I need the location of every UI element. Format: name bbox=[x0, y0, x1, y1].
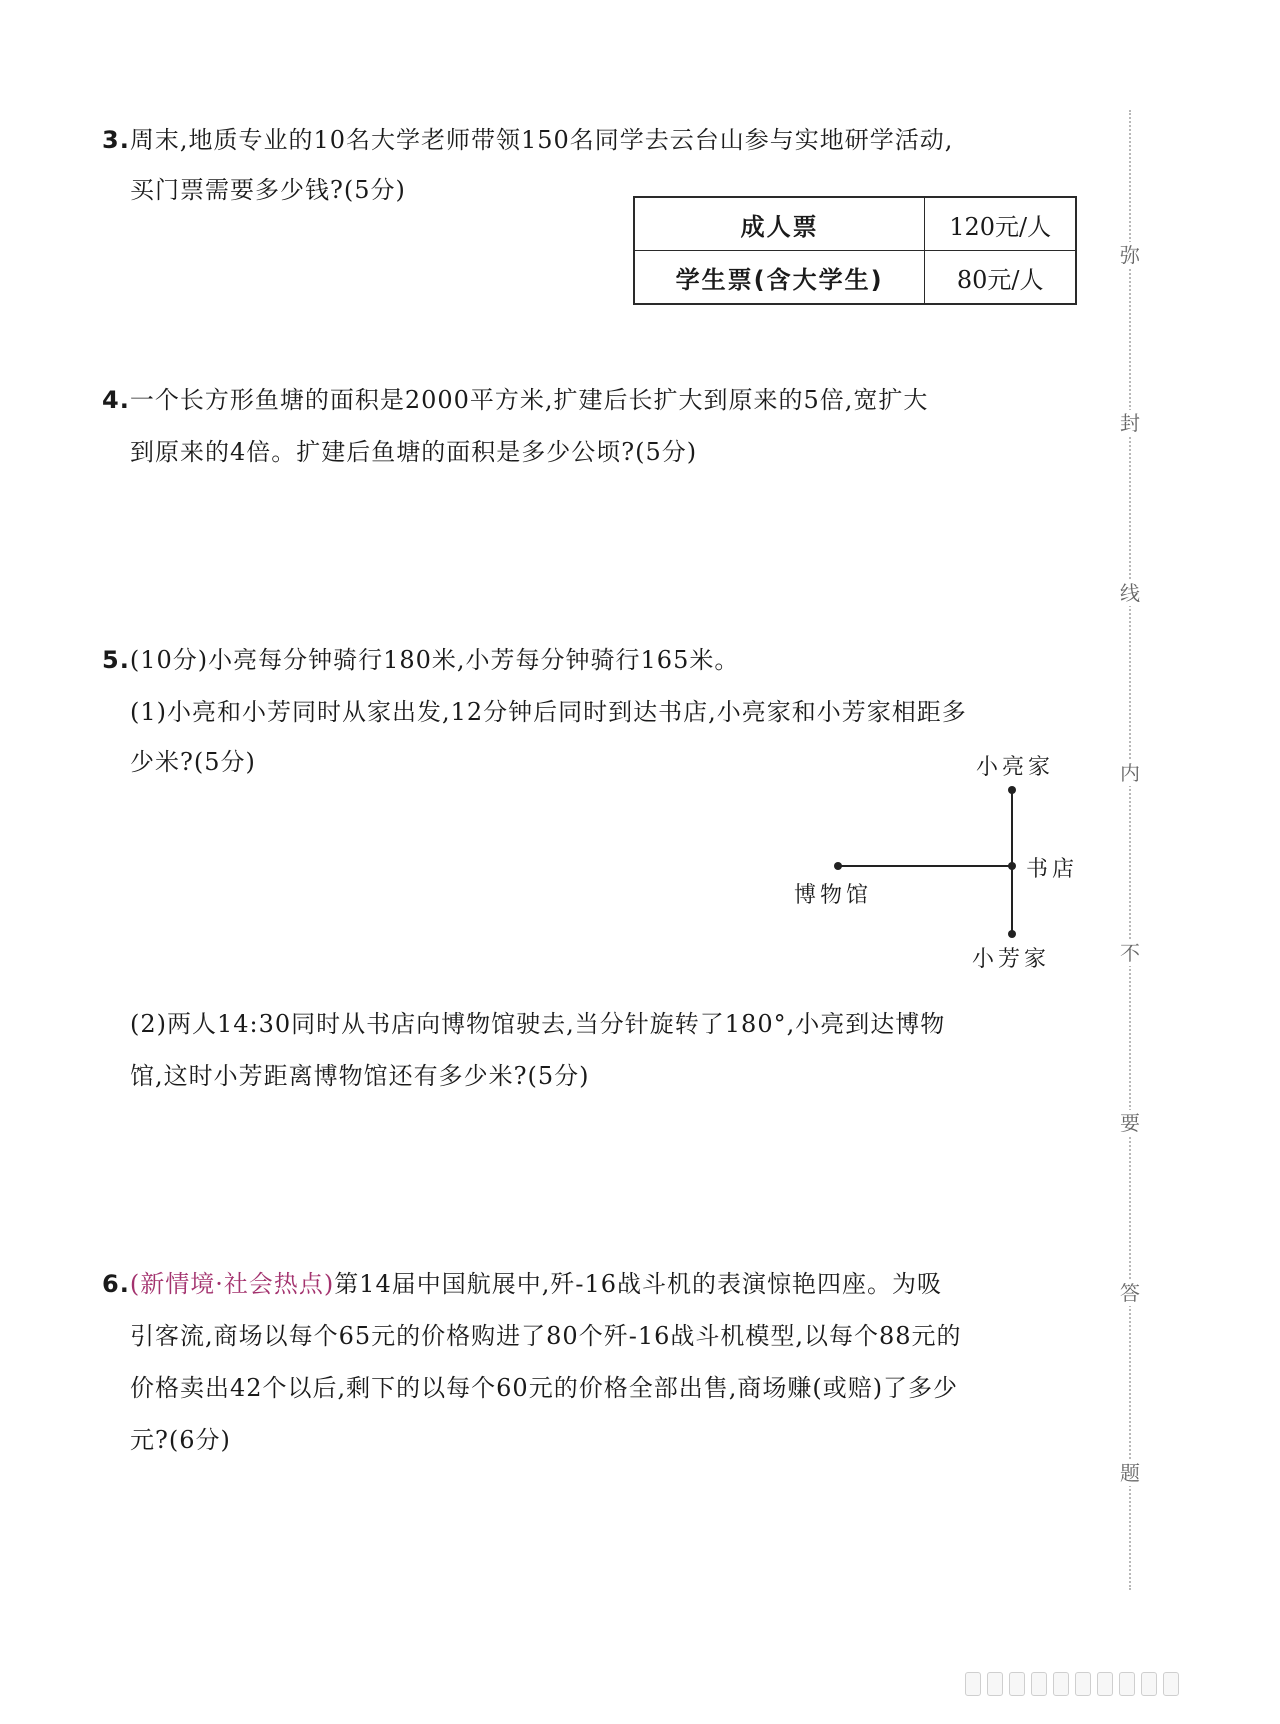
footer-block bbox=[987, 1672, 1003, 1696]
label-bookstore: 书店 bbox=[1026, 857, 1079, 882]
footer-block bbox=[1075, 1672, 1091, 1696]
question-3-number: 3. bbox=[102, 126, 130, 154]
footer-block bbox=[1097, 1672, 1113, 1696]
question-6-number: 6. bbox=[102, 1270, 130, 1298]
seal-char: 答 bbox=[1120, 1281, 1140, 1305]
xiaoliang-home-point bbox=[1008, 786, 1016, 794]
label-museum: 博物馆 bbox=[794, 883, 873, 908]
table-row bbox=[634, 251, 1076, 305]
footer-block bbox=[1053, 1672, 1069, 1696]
footer-block bbox=[1031, 1672, 1047, 1696]
question-4-text-1: 一个长方形鱼塘的面积是2000平方米,扩建后长扩大到原来的5倍,宽扩大 bbox=[129, 386, 929, 414]
question-5-number: 5. bbox=[102, 646, 130, 674]
question-5-part-2-line-1: (2)两人14:30同时从书店向博物馆驶去,当分针旋转了180°,小亮到达博物 bbox=[130, 1010, 946, 1038]
xiaofang-home-point bbox=[1008, 930, 1016, 938]
seal-char: 不 bbox=[1120, 941, 1140, 965]
question-5-line-1 bbox=[102, 644, 739, 676]
ticket-price-table bbox=[633, 196, 1077, 305]
footer-block bbox=[1009, 1672, 1025, 1696]
footer-block bbox=[965, 1672, 981, 1696]
table-row bbox=[634, 197, 1076, 251]
seal-char: 题 bbox=[1120, 1461, 1140, 1485]
question-5-part-2-line-2: 馆,这时小芳距离博物馆还有多少米?(5分) bbox=[130, 1062, 590, 1090]
question-5-text-1: (10分)小亮每分钟骑行180米,小芳每分钟骑行165米。 bbox=[129, 646, 740, 674]
museum-point bbox=[834, 862, 842, 870]
question-6-line-3: 价格卖出42个以后,剩下的以每个60元的价格全部出售,商场赚(或赔)了多少 bbox=[130, 1374, 959, 1402]
label-xiaoliang-home: 小亮家 bbox=[976, 755, 1055, 780]
question-6-text-1: 第14届中国航展中,歼-16战斗机的表演惊艳四座。为吸 bbox=[334, 1270, 943, 1298]
question-6-tag: (新情境·社会热点) bbox=[129, 1270, 335, 1298]
seal-char: 封 bbox=[1120, 411, 1140, 435]
route-diagram bbox=[780, 750, 1100, 980]
question-3-line-2: 买门票需要多少钱?(5分) bbox=[130, 176, 406, 204]
seal-dotted-line bbox=[1129, 110, 1131, 1590]
question-4-number: 4. bbox=[102, 386, 130, 414]
ticket-type-adult: 成人票 bbox=[634, 197, 925, 251]
question-4-line-1 bbox=[102, 384, 928, 416]
ticket-price-student: 80元/人 bbox=[925, 251, 1076, 305]
question-3-line-1 bbox=[102, 124, 953, 156]
seal-char: 弥 bbox=[1120, 243, 1140, 267]
seal-char: 线 bbox=[1120, 581, 1140, 605]
footer-decoration bbox=[965, 1672, 1179, 1696]
question-3-text-1: 周末,地质专业的10名大学老师带领150名同学去云台山参与实地研学活动, bbox=[129, 126, 954, 154]
question-5-part-1-line-1: (1)小亮和小芳同时从家出发,12分钟后同时到达书店,小亮家和小芳家相距多 bbox=[130, 698, 967, 726]
footer-block bbox=[1163, 1672, 1179, 1696]
seal-line-margin bbox=[1100, 100, 1160, 1600]
question-6-line-1 bbox=[102, 1268, 942, 1300]
ticket-type-student: 学生票(含大学生) bbox=[634, 251, 925, 305]
footer-block bbox=[1119, 1672, 1135, 1696]
bookstore-point bbox=[1008, 862, 1016, 870]
seal-char: 要 bbox=[1120, 1111, 1140, 1135]
seal-char: 内 bbox=[1120, 761, 1140, 785]
question-4-line-2: 到原来的4倍。扩建后鱼塘的面积是多少公顷?(5分) bbox=[130, 438, 698, 466]
question-6-line-2: 引客流,商场以每个65元的价格购进了80个歼-16战斗机模型,以每个88元的 bbox=[130, 1322, 962, 1350]
ticket-price-adult: 120元/人 bbox=[925, 197, 1076, 251]
question-5-part-1-line-2: 少米?(5分) bbox=[130, 748, 256, 776]
question-6-line-4: 元?(6分) bbox=[130, 1426, 231, 1454]
footer-block bbox=[1141, 1672, 1157, 1696]
label-xiaofang-home: 小芳家 bbox=[972, 947, 1051, 972]
